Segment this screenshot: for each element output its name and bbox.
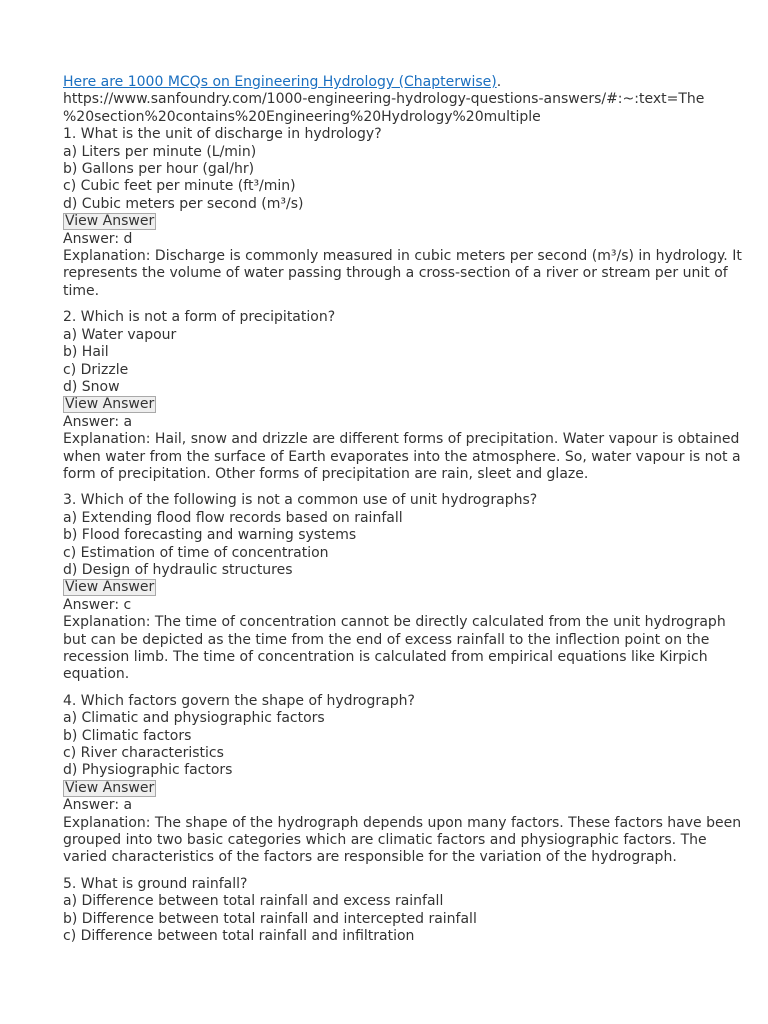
option-d: d) Design of hydraulic structures <box>63 561 293 578</box>
option-c: c) Estimation of time of concentration <box>63 544 329 561</box>
option-a: a) Liters per minute (L/min) <box>63 143 257 160</box>
question-block-2 <box>63 309 743 483</box>
source-url-line-2: %20section%20contains%20Engineering%20Hydrology%20multiple <box>63 108 541 125</box>
option-b: b) Difference between total rainfall and intercepted rainfall <box>63 910 477 927</box>
source-url-line-1: https://www.sanfoundry.com/1000-engineering-hydrology-questions-answers/#:~:text=The <box>63 91 705 108</box>
option-d: d) Physiographic factors <box>63 762 233 779</box>
question-text: 4. Which factors govern the shape of hydrograph? <box>63 692 415 709</box>
option-b: b) Gallons per hour (gal/hr) <box>63 161 255 178</box>
question-block-5 <box>63 876 743 946</box>
view-answer-row <box>63 780 743 797</box>
option-c: c) River characteristics <box>63 745 224 762</box>
view-answer-row <box>63 579 743 596</box>
view-answer-row <box>63 396 743 413</box>
view-answer-row <box>63 213 743 230</box>
option-d: d) Cubic meters per second (m³/s) <box>63 195 304 212</box>
answer-text: Answer: a <box>63 797 133 814</box>
answer-text: Answer: d <box>63 230 133 247</box>
document-page <box>63 74 743 946</box>
question-block-4 <box>63 693 743 867</box>
option-b: b) Hail <box>63 344 109 361</box>
view-answer-button[interactable]: View Answer <box>65 396 155 413</box>
view-answer-button[interactable]: View Answer <box>65 579 155 596</box>
intro-link-suffix: . <box>496 74 502 90</box>
option-c: c) Difference between total rainfall and infiltration <box>63 928 415 945</box>
question-text: 5. What is ground rainfall? <box>63 875 248 892</box>
explanation-text: Explanation: The shape of the hydrograph depends upon many factors. These factors have been grouped into two basic categories which are climatic factors and physiographic factors. The varied characteristics of the factors are responsible for the variation of the hydrograph. <box>63 814 742 866</box>
option-d: d) Snow <box>63 378 120 395</box>
option-b: b) Climatic factors <box>63 727 192 744</box>
question-block-1 <box>63 126 743 300</box>
question-text: 2. Which is not a form of precipitation? <box>63 309 336 326</box>
answer-text: Answer: a <box>63 413 133 430</box>
chapterwise-mcq-link[interactable]: Here are 1000 MCQs on Engineering Hydrology (Chapterwise) <box>63 74 497 90</box>
view-answer-button[interactable]: View Answer <box>65 779 155 796</box>
intro-link-line <box>63 74 743 91</box>
explanation-text: Explanation: Hail, snow and drizzle are different forms of precipitation. Water vapour is obtained when water from the surface of Earth evaporates into the atmosphere. So, water vapour is not a form of precipitation. Other forms of precipitation are rain, sleet and glaze. <box>63 431 741 482</box>
option-a: a) Extending flood flow records based on rainfall <box>63 509 403 526</box>
option-a: a) Water vapour <box>63 326 177 343</box>
option-a: a) Climatic and physiographic factors <box>63 710 325 727</box>
explanation-text: Explanation: Discharge is commonly measured in cubic meters per second (m³/s) in hydrology. It represents the volume of water passing through a cross-section of a river or stream per unit of time. <box>63 248 742 299</box>
view-answer-button[interactable]: View Answer <box>65 213 155 230</box>
option-a: a) Difference between total rainfall and excess rainfall <box>63 893 444 910</box>
explanation-text: Explanation: The time of concentration cannot be directly calculated from the unit hydrograph but can be depicted as the time from the end of excess rainfall to the inflection point on the recession limb. The time of concentration is calculated from empirical equations like Kirpich equation. <box>63 614 726 683</box>
question-text: 1. What is the unit of discharge in hydrology? <box>63 126 382 143</box>
option-c: c) Cubic feet per minute (ft³/min) <box>63 178 296 195</box>
question-text: 3. Which of the following is not a common use of unit hydrographs? <box>63 492 538 509</box>
answer-text: Answer: c <box>63 596 132 613</box>
question-block-3 <box>63 492 743 683</box>
option-c: c) Drizzle <box>63 361 129 378</box>
option-b: b) Flood forecasting and warning systems <box>63 527 357 544</box>
